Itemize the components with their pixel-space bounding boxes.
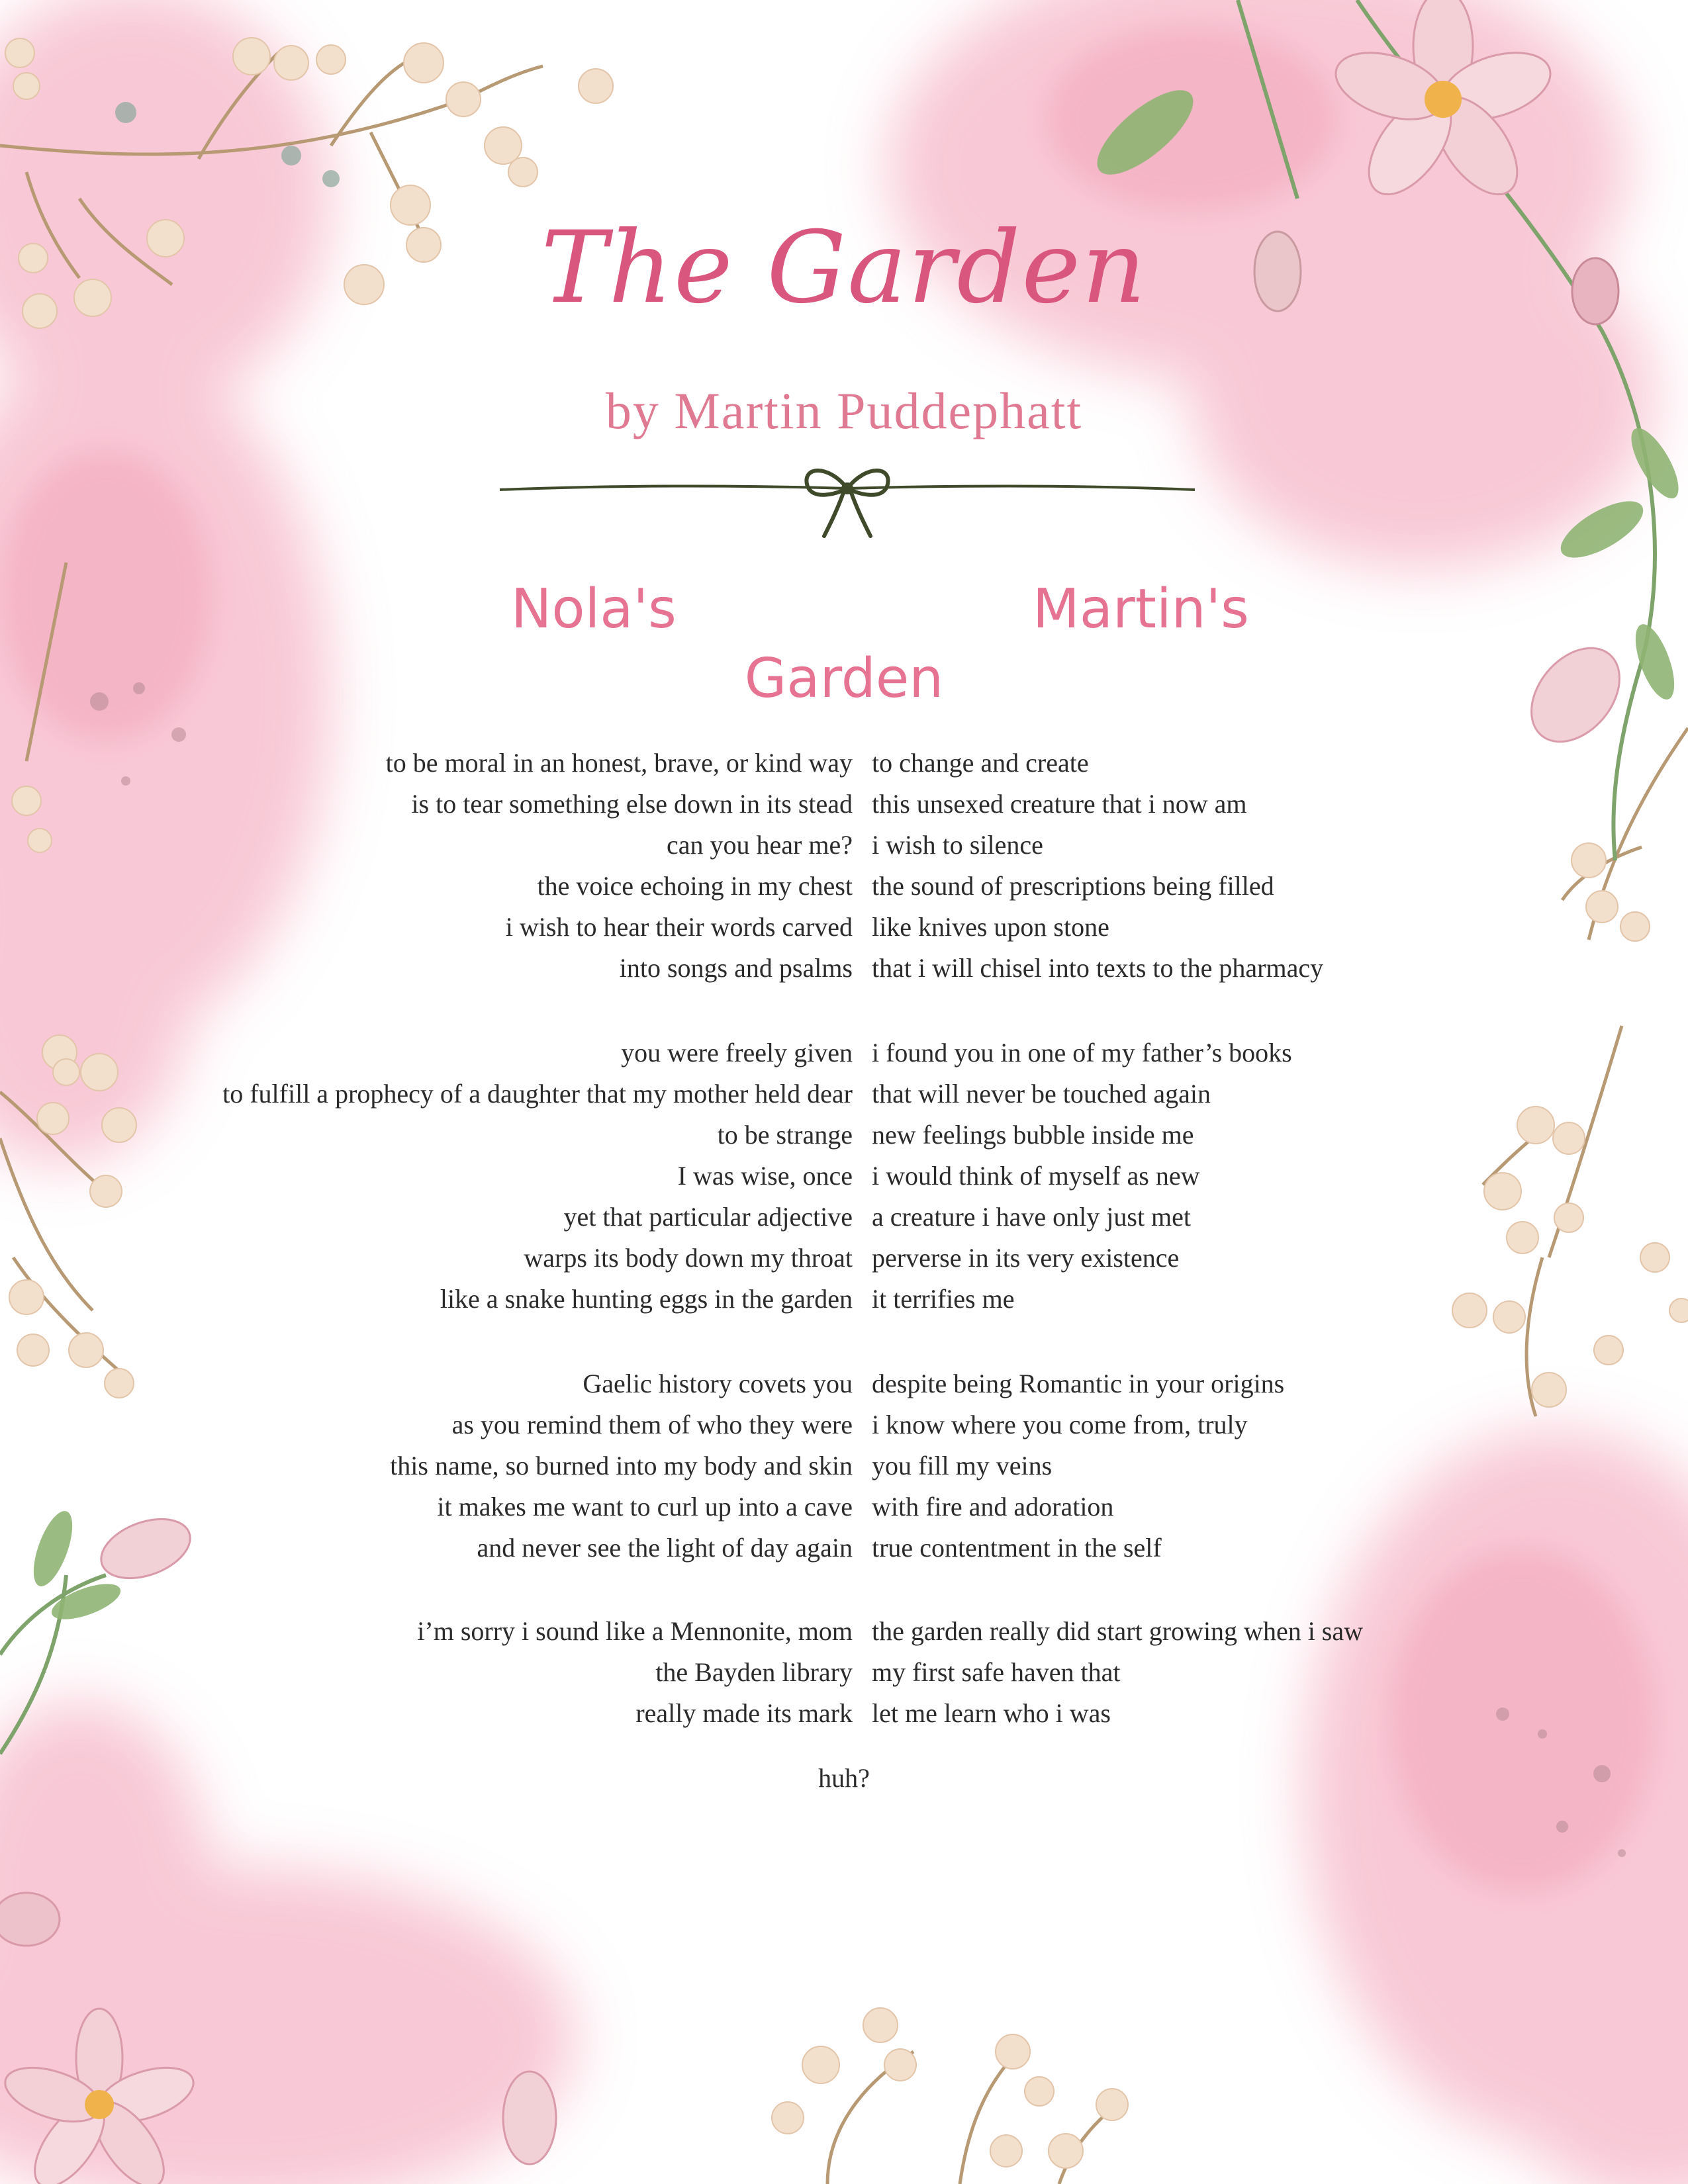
- left-verse: warps its body down my throat: [524, 1243, 853, 1273]
- left-verse: the Bayden library: [655, 1657, 853, 1687]
- left-verse: really made its mark: [635, 1698, 853, 1728]
- heading-right: Martin's: [1033, 578, 1249, 641]
- left-verse: into songs and psalms: [619, 953, 853, 983]
- left-verse: I was wise, once: [677, 1161, 853, 1191]
- poem-line: [0, 907, 1688, 948]
- poem-line: [0, 1115, 1688, 1156]
- left-verse: you were freely given: [621, 1038, 853, 1068]
- right-verse: i found you in one of my father’s books: [872, 1038, 1292, 1068]
- right-verse: i wish to silence: [872, 830, 1043, 860]
- poem-line: [0, 1197, 1688, 1238]
- poem-line: [0, 1486, 1688, 1527]
- left-verse: is to tear something else down in its stead: [411, 789, 853, 819]
- bow-icon: [806, 471, 888, 536]
- author-byline: by Martin Puddephatt: [605, 382, 1083, 439]
- poem-line: [0, 948, 1688, 989]
- left-verse: like a snake hunting eggs in the garden: [440, 1284, 853, 1314]
- right-verse: to change and create: [872, 748, 1089, 778]
- poem-line: [0, 1279, 1688, 1320]
- left-verse: to be moral in an honest, brave, or kind way: [385, 748, 853, 778]
- left-verse: yet that particular adjective: [563, 1202, 853, 1232]
- right-verse: it terrifies me: [872, 1284, 1015, 1314]
- right-verse: this unsexed creature that i now am: [872, 789, 1247, 819]
- left-verse: as you remind them of who they were: [451, 1410, 853, 1439]
- poem-line: [0, 1445, 1688, 1486]
- left-verse: to be strange: [717, 1120, 853, 1150]
- right-verse: let me learn who i was: [872, 1698, 1111, 1728]
- right-verse: new feelings bubble inside me: [872, 1120, 1194, 1150]
- right-verse: that will never be touched again: [872, 1079, 1211, 1109]
- left-verse: it makes me want to curl up into a cave: [437, 1492, 853, 1522]
- right-verse: you fill my veins: [872, 1451, 1053, 1480]
- right-verse: despite being Romantic in your origins: [872, 1369, 1285, 1398]
- poem-line: [0, 1404, 1688, 1445]
- right-verse: my first safe haven that: [872, 1657, 1121, 1687]
- left-verse: Gaelic history covets you: [583, 1369, 853, 1398]
- bow-divider: [496, 457, 1198, 543]
- left-verse: i’m sorry i sound like a Mennonite, mom: [417, 1616, 853, 1646]
- closing-line: huh?: [818, 1763, 870, 1793]
- poem-line: [0, 1238, 1688, 1279]
- poem-line: [0, 1527, 1688, 1569]
- right-verse: a creature i have only just met: [872, 1202, 1192, 1232]
- left-verse: this name, so burned into my body and skin: [390, 1451, 853, 1480]
- right-verse: the sound of prescriptions being filled: [872, 871, 1274, 901]
- poem-line: [0, 743, 1688, 784]
- right-verse: like knives upon stone: [872, 912, 1109, 942]
- stanza-1: [0, 743, 1688, 989]
- left-verse: and never see the light of day again: [477, 1533, 853, 1563]
- poem-line: [0, 1652, 1688, 1693]
- stanza-2: [0, 1032, 1688, 1320]
- poem-title: The Garden: [541, 210, 1147, 326]
- right-verse: true contentment in the self: [872, 1533, 1162, 1563]
- poem-line: [0, 784, 1688, 825]
- poem-line: [0, 1611, 1688, 1652]
- poem-line: [0, 825, 1688, 866]
- poem-line: [0, 1032, 1688, 1073]
- poem-line: [0, 1073, 1688, 1115]
- stanza-3: [0, 1363, 1688, 1569]
- poem-line: [0, 1363, 1688, 1404]
- right-verse: perverse in its very existence: [872, 1243, 1180, 1273]
- right-verse: that i will chisel into texts to the pharmacy: [872, 953, 1324, 983]
- poem-line: [0, 866, 1688, 907]
- left-verse: to fulfill a prophecy of a daughter that my mother held dear: [222, 1079, 853, 1109]
- left-verse: i wish to hear their words carved: [505, 912, 853, 942]
- poem-line: [0, 1693, 1688, 1734]
- heading-center: Garden: [744, 647, 944, 710]
- left-verse: the voice echoing in my chest: [537, 871, 853, 901]
- poem-line: [0, 1156, 1688, 1197]
- right-verse: the garden really did start growing when i saw: [872, 1616, 1364, 1646]
- right-verse: with fire and adoration: [872, 1492, 1114, 1522]
- right-verse: i know where you come from, truly: [872, 1410, 1248, 1439]
- stanza-4: [0, 1611, 1688, 1734]
- left-verse: can you hear me?: [667, 830, 853, 860]
- heading-left: Nola's: [511, 578, 677, 641]
- right-verse: i would think of myself as new: [872, 1161, 1200, 1191]
